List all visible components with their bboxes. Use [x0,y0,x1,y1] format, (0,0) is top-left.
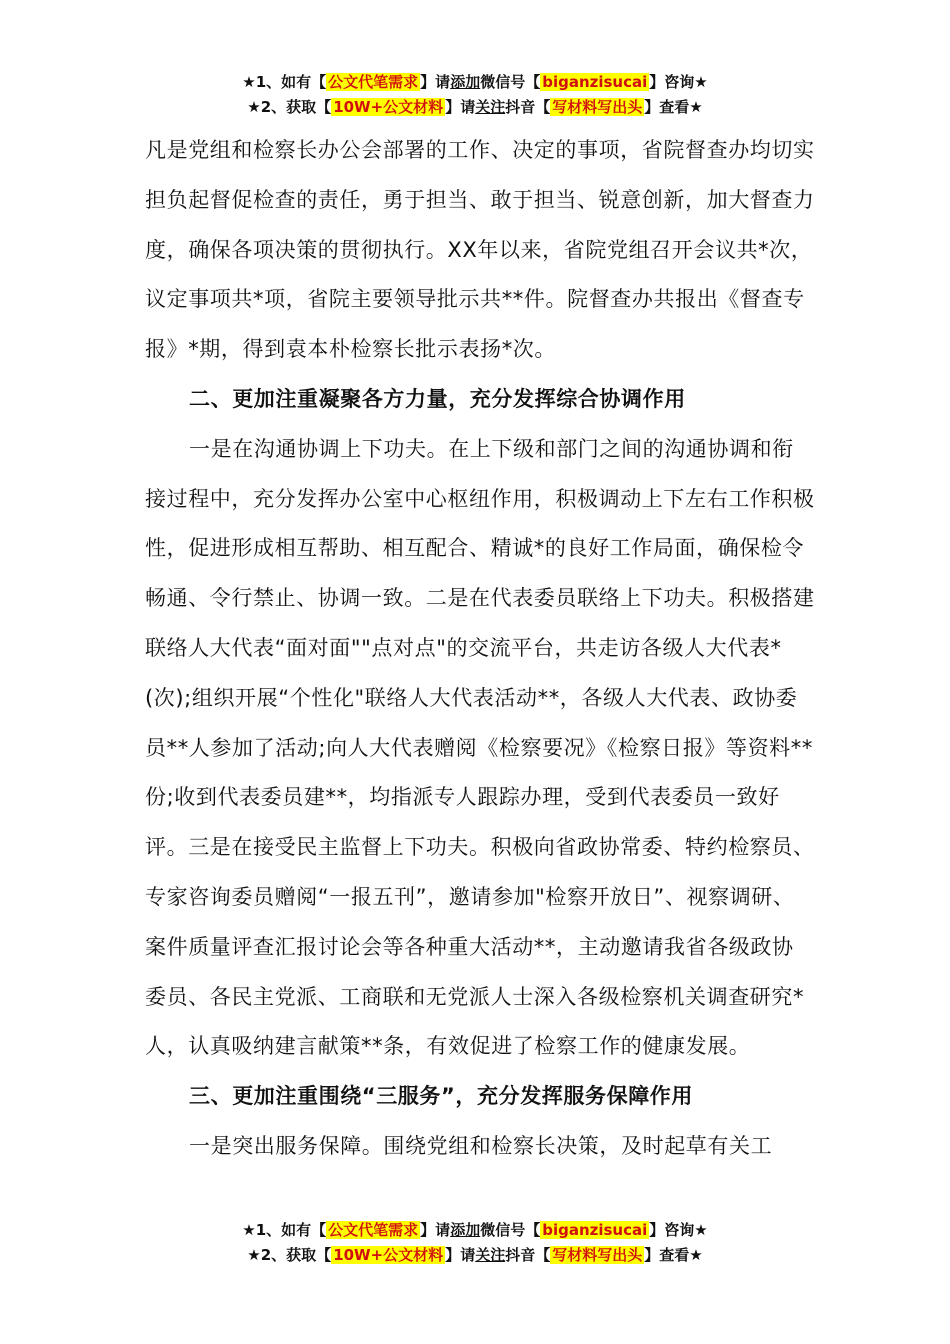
promo-highlight: 10W+公文材料 [333,1246,444,1264]
promo-text: 抖音【 [505,98,551,116]
promo-text: 抖音【 [505,1246,551,1264]
promo-text: 】查看★ [644,1246,703,1264]
promo-text: 】请 [445,1246,476,1264]
promo-highlight: biganzisucai [542,1221,648,1239]
promo-text: 】请 [445,98,476,116]
promo-highlight: 10W+公文材料 [333,98,444,116]
promo-banner-top [0,70,950,120]
promo-line-2 [0,95,950,120]
promo-text: 】咨询★ [649,1221,708,1239]
promo-highlight: 写材料写出头 [552,1246,643,1264]
section-heading-2: 二、更加注重凝聚各方力量，充分发挥综合协调作用 [189,386,686,411]
promo-text: ★1、如有【 [242,1221,327,1239]
promo-text: 】请 [420,1221,451,1239]
promo-highlight: biganzisucai [542,73,648,91]
section-heading-3: 三、更加注重围绕“三服务”，充分发挥服务保障作用 [189,1084,694,1109]
promo-line-1 [0,70,950,95]
promo-text: ★2、获取【 [247,98,332,116]
promo-highlight: 写材料写出头 [552,98,643,116]
promo-line-2 [0,1243,950,1268]
promo-text: 微信号【 [480,1221,541,1239]
promo-text: ★1、如有【 [242,73,327,91]
promo-line-1 [0,1218,950,1243]
promo-text: 】请 [420,73,451,91]
promo-underline: 添加 [450,1221,481,1239]
promo-highlight: 公文代笔需求 [328,73,419,91]
promo-text: 】咨询★ [649,73,708,91]
document-body [145,126,815,1172]
paragraph-3: 一是突出服务保障。围绕党组和检察长决策，及时起草有关工 [189,1133,773,1158]
promo-text: ★2、获取【 [247,1246,332,1264]
promo-text: 微信号【 [480,73,541,91]
promo-underline: 关注 [475,98,506,116]
paragraph-2: 一是在沟通协调上下功夫。在上下级和部门之间的沟通协调和衔接过程中，充分发挥办公室中心枢纽作用，积极调动上下左右工作积极性，促进形成相互帮助、相互配合、精诚*的良好工作局面，确保检令畅通、令行禁止、协调一致。二是在代表委员联络上下功夫。积极搭建联络人大代表“面对面""点对点"的交流平台，共走访各级人大代表*(次);组织开展“个性化"联络人大代表活动**，各级人大代表、政协委员**人参加了活动;向人大代表赠阅《检察要况》《检察日报》等资料**份;收到代表委员建**，均指派专人跟踪办理，受到代表委员一致好评。三是在接受民主监督上下功夫。积极向省政协常委、特约检察员、专家咨询委员赠阅“一报五刊”，邀请参加"检察开放日”、视察调研、案件质量评查汇报讨论会等各种重大活动**，主动邀请我省各级政协委员、各民主党派、工商联和无党派人士深入各级检察机关调查研究*人，认真吸纳建言献策**条，有效促进了检察工作的健康发展。 [145,436,815,1059]
promo-underline: 添加 [450,73,481,91]
promo-underline: 关注 [475,1246,506,1264]
promo-text: 】查看★ [644,98,703,116]
promo-banner-bottom [0,1218,950,1268]
promo-highlight: 公文代笔需求 [328,1221,419,1239]
paragraph-1: 凡是党组和检察长办公会部署的工作、决定的事项，省院督查办均切实担负起督促检查的责任，勇于担当、敢于担当、锐意创新，加大督查力度，确保各项决策的贯彻执行。XX年以来，省院党组召开会议共*次，议定事项共*项，省院主要领导批示共**件。院督查办共报出《督查专报》*期，得到袁本朴检察长批示表扬*次。 [145,138,815,362]
